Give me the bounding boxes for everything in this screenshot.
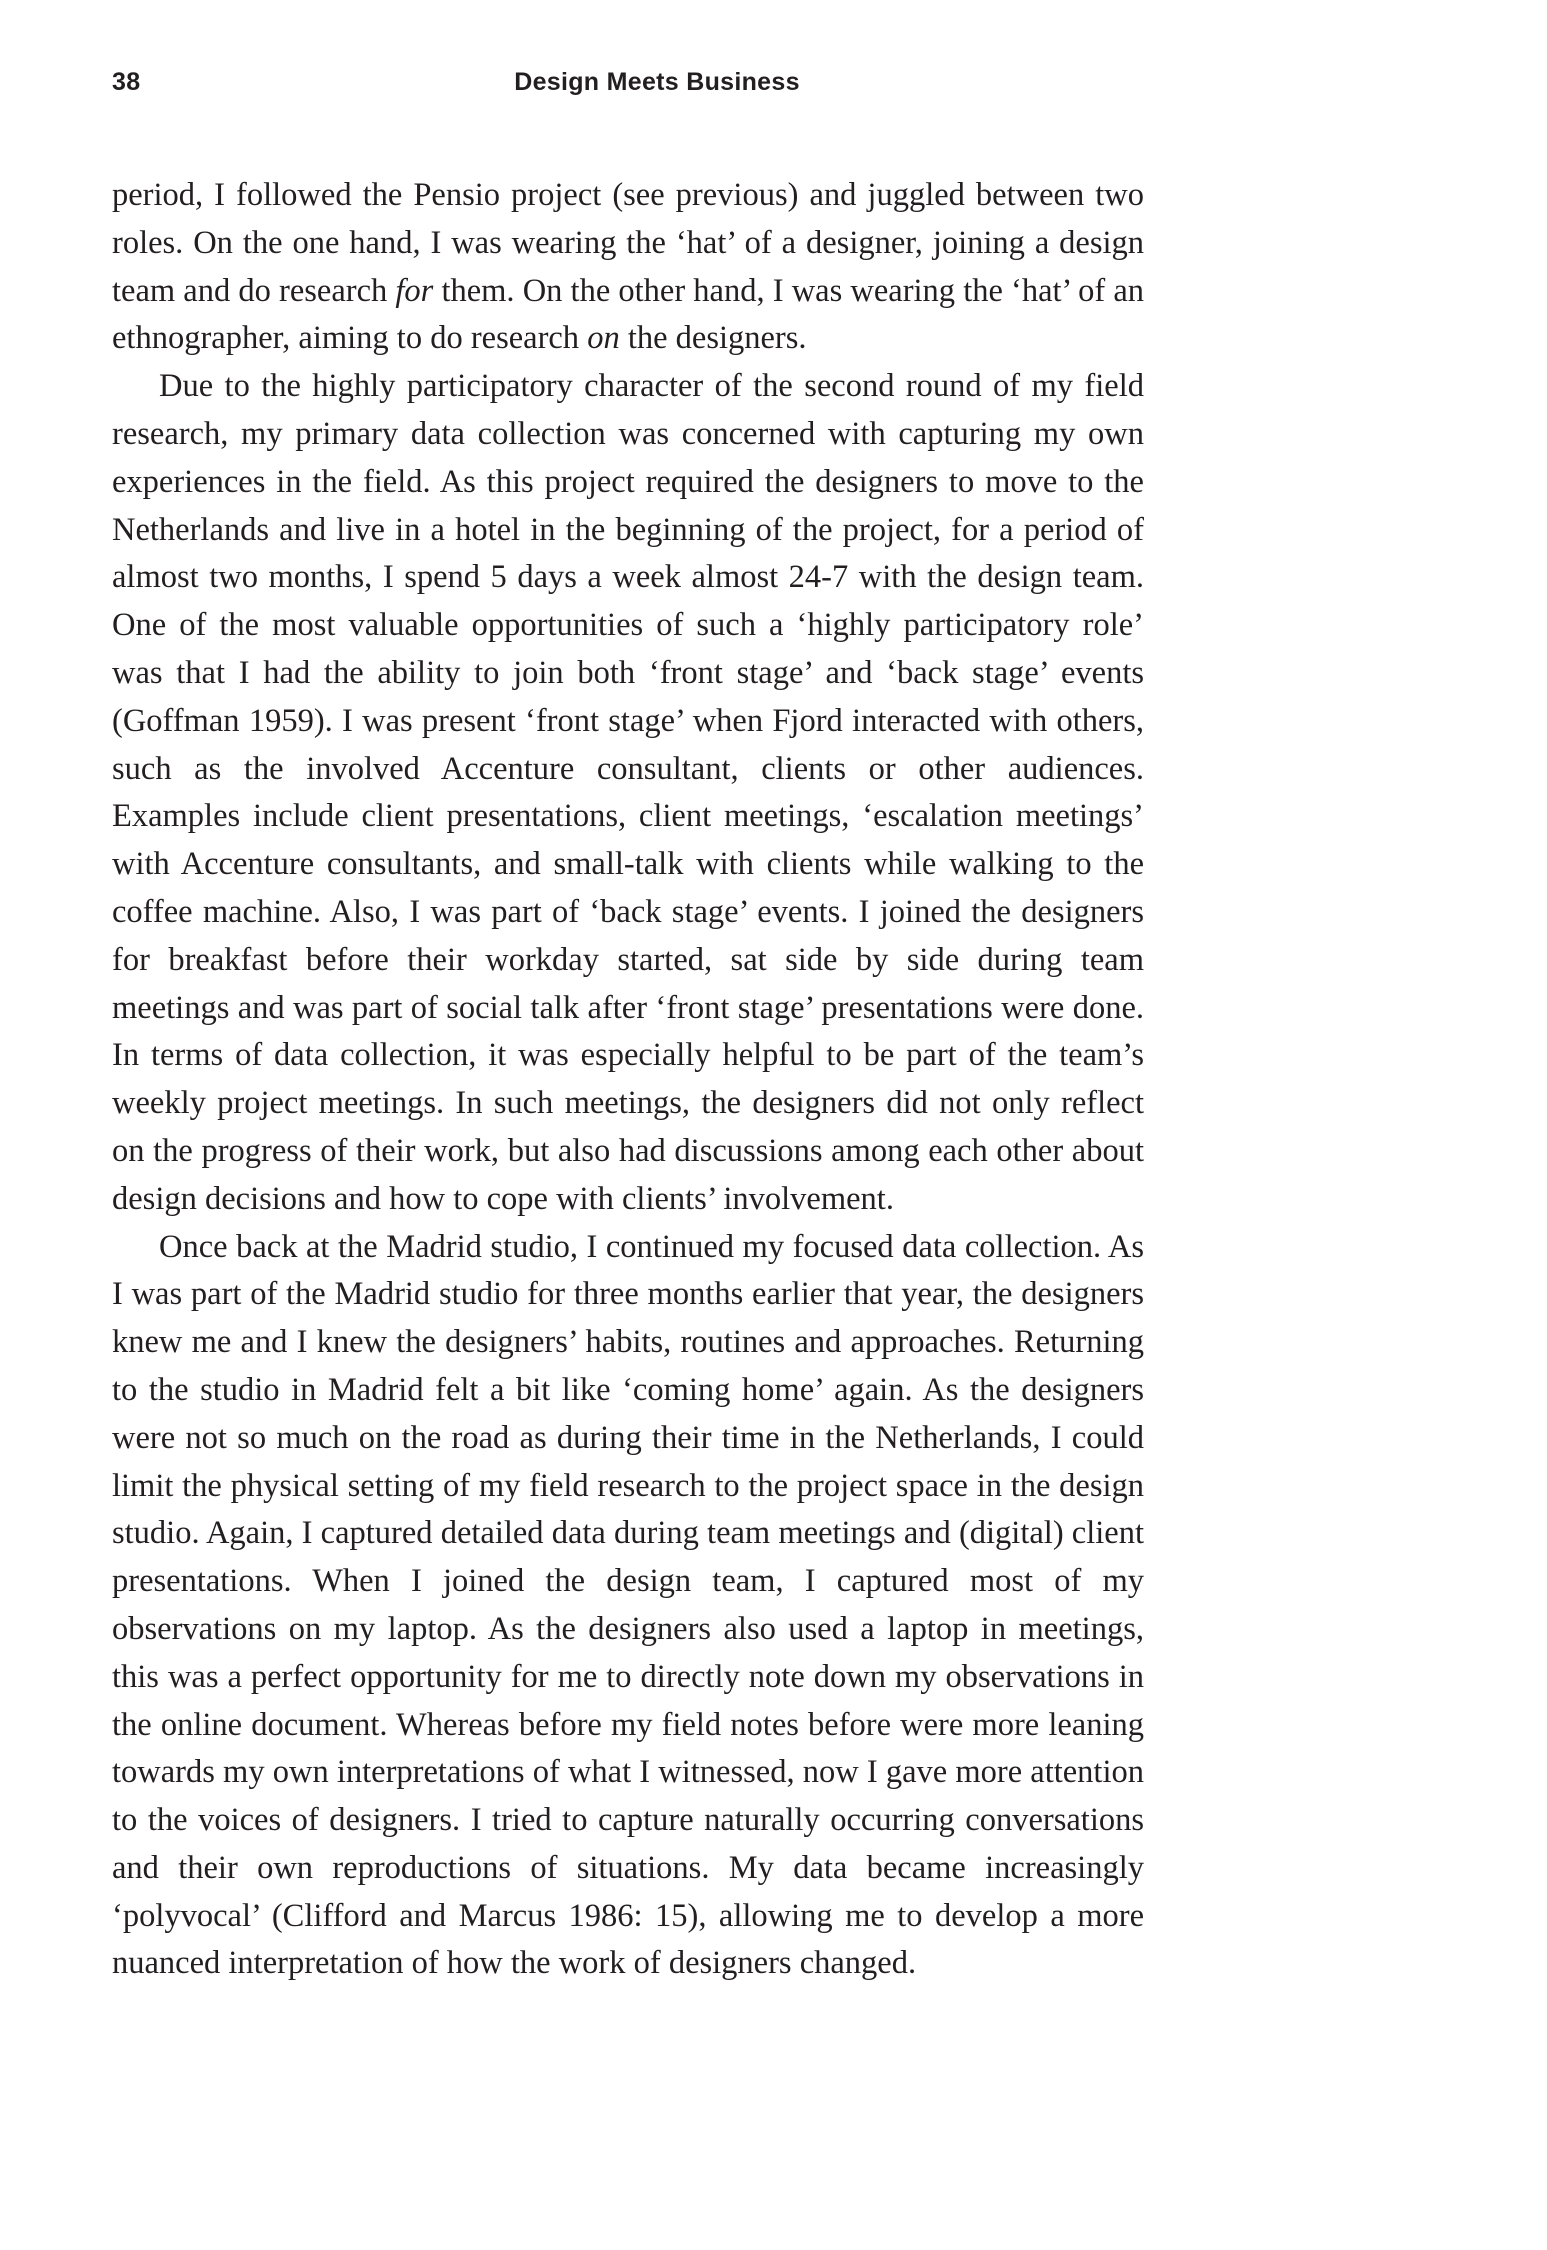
italic-text: for: [395, 272, 434, 309]
paragraph-2: [112, 363, 1144, 1223]
text-segment: the designers.: [619, 320, 807, 357]
paragraph-3: [112, 1224, 1144, 1989]
body-text: [112, 172, 1144, 1988]
text-segment: Due to the highly participatory character of the second round of my field research, my primary data collection was concerned with capturing my own experiences in the field. As this project required the designers to move to the Netherlands and live in a hotel in the beginning of the project, for a period of almost two months, I spend 5 days a week almost 24-7 with the design team. One of the most valuable opportunities of such a ‘highly participatory role’ was that I had the ability to join both ‘front stage’ and ‘back stage’ events (Goffman 1959). I was present ‘front stage’ when Fjord interacted with others, such as the involved Accenture consultant, clients or other audiences. Examples include client presentations, client meetings, ‘escalation meetings’ with Accenture consultants, and small-talk with clients while walking to the coffee machine. Also, I was part of ‘back stage’ events. I joined the designers for breakfast before their workday started, sat side by side during team meetings and was part of social talk after ‘front stage’ presentations were done. In terms of data collection, it was especially helpful to be part of the team’s weekly project meetings. In such meetings, the designers did not only reflect on the progress of their work, but also had discussions among each other about design decisions and how to cope with clients’ involvement.: [112, 368, 1144, 1217]
running-head: [112, 68, 1142, 104]
text-segment: period, I followed the Pensio project (see previous) and juggled between two roles. On the one hand, I was wearing the ‘hat’ of a designer, joining a design team and do research: [112, 177, 1144, 309]
page-number: 38: [112, 68, 141, 96]
italic-text: on: [587, 320, 620, 357]
text-segment: Once back at the Madrid studio, I continued my focused data collection. As I was part of the Madrid studio for three months earlier that year, the designers knew me and I knew the designers’ habits, routines and approaches. Returning to the studio in Madrid felt a bit like ‘coming home’ again. As the designers were not so much on the road as during their time in the Netherlands, I could limit the physical setting of my field research to the project space in the design studio. Again, I captured detailed data during team meetings and (digital) client presentations. When I joined the design team, I captured most of my observations on my laptop. As the designers also used a laptop in meetings, this was a perfect opportunity for me to directly note down my observations in the online document. Whereas before my field notes before were more leaning towards my own interpretations of what I witnessed, now I gave more attention to the voices of designers. I tried to capture naturally occurring conversations and their own reproductions of situations. My data became increasingly ‘polyvocal’ (Clifford and Marcus 1986: 15), allowing me to develop a more nuanced interpretation of how the work of designers changed.: [112, 1228, 1144, 1982]
text-segment: them. On the other hand, I was wearing the ‘hat’ of an ethnographer, aiming to do research: [112, 272, 1144, 357]
book-title: Design Meets Business: [514, 68, 800, 96]
paragraph-1: [112, 172, 1144, 363]
